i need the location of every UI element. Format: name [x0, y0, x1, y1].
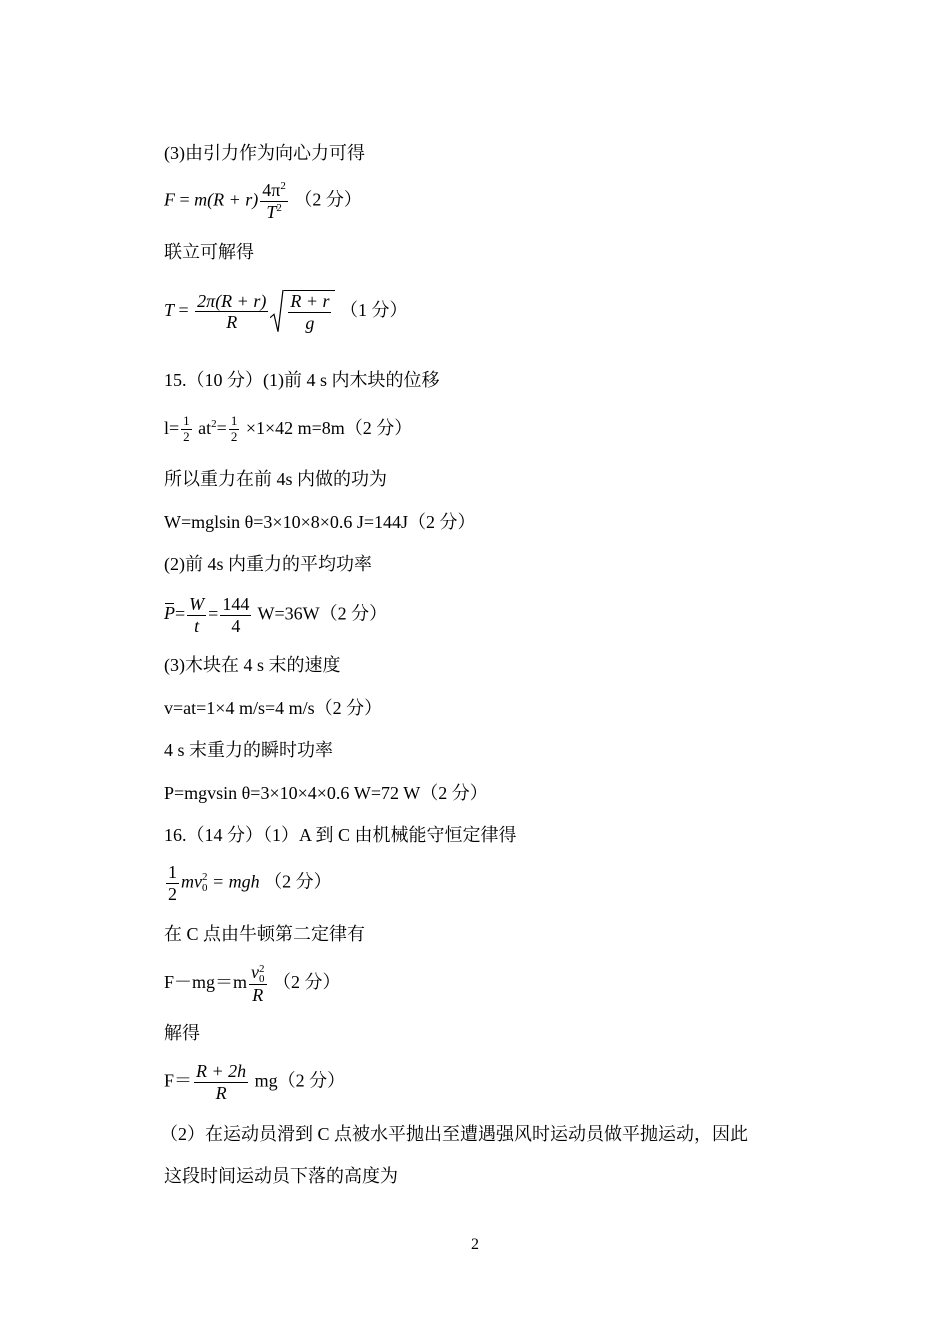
line-instant-power-value: P=mgvsin θ=3×10×4×0.6 W=72 W（2 分） — [164, 783, 488, 803]
eq-e-half — [166, 862, 179, 904]
eq-f-den: T — [266, 201, 277, 222]
line-instant-power-intro: 4 s 末重力的瞬时功率 — [164, 740, 334, 760]
equation-average-power — [164, 594, 387, 636]
eq-l-half — [181, 414, 192, 445]
eq-p-eq: = — [175, 603, 186, 624]
line-q16-header: 16.（14 分）（1）A 到 C 由机械能守恒定律得 — [164, 825, 517, 845]
page-number: 2 — [471, 1236, 479, 1253]
eq-p-frac1 — [187, 594, 206, 636]
equation-energy — [164, 862, 332, 904]
line-newton-intro: 在 C 点由牛顿第二定律有 — [164, 924, 366, 944]
eq-l-half2-num: 1 — [230, 413, 238, 429]
eq-f-eq: = — [175, 189, 195, 210]
eq-f-m: m — [194, 189, 208, 210]
eq-fr-frac — [194, 1061, 248, 1103]
eq-f-num: 4π — [262, 180, 281, 200]
eq-f-num-exp: 2 — [280, 180, 286, 192]
eq-f-den-exp: 2 — [276, 201, 282, 214]
eq-p-tail: W=36W（2 分） — [253, 603, 388, 624]
eq-l-pre: l= — [164, 418, 180, 438]
equation-period — [164, 290, 407, 333]
sqrt-radical-icon — [270, 290, 284, 333]
eq-t-eq: = — [174, 299, 194, 320]
eq-f-paren: (R + r) — [207, 189, 259, 210]
eq-p-frac2 — [220, 594, 251, 636]
eq-n-num: v — [251, 962, 260, 982]
eq-n-frac — [249, 962, 267, 1006]
eq-e-den: 2 — [168, 883, 177, 904]
line-average-power-intro: (2)前 4s 内重力的平均功率 — [164, 554, 372, 574]
eq-l-half2 — [229, 414, 240, 445]
eq-p-eq2: = — [208, 603, 219, 624]
eq-t-lhs: T — [164, 299, 175, 320]
eq-fr-den: R — [215, 1082, 227, 1103]
eq-t-den: R — [226, 312, 238, 333]
equation-force — [164, 180, 362, 222]
eq-l-tail: ×1×42 m=8m（2 分） — [241, 418, 413, 438]
eq-l-eq2: = — [216, 418, 227, 438]
line-gravity-centripetal: (3)由引力作为向心力可得 — [164, 143, 365, 163]
eq-fr-pre: F＝ — [164, 1070, 193, 1091]
eq-t-num: 2π(R + r) — [197, 290, 267, 311]
eq-l-half-num: 1 — [183, 413, 190, 429]
eq-e-rhs: = mgh — [207, 871, 260, 892]
eq-e-sup: 2 — [202, 871, 208, 884]
eq-l-mid: at — [193, 418, 212, 438]
line-part2-height: 这段时间运动员下落的高度为 — [164, 1166, 398, 1186]
line-q15-header: 15.（10 分）(1)前 4 s 内木块的位移 — [164, 370, 440, 390]
eq-n-num-sup: 2 — [259, 962, 265, 975]
eq-t-fraction — [195, 291, 268, 333]
eq-e-num: 1 — [168, 862, 177, 882]
line-part2-intro: （2）在运动员滑到 C 点被水平抛出至遭遇强风时运动员做平抛运动，因此 — [160, 1124, 749, 1144]
eq-t-rad-fraction — [288, 291, 331, 333]
eq-t-rad-num: R + r — [290, 291, 330, 311]
eq-fr-tail: mg（2 分） — [250, 1070, 346, 1091]
eq-n-score: （2 分） — [273, 971, 341, 992]
eq-e-score: （2 分） — [264, 871, 332, 892]
line-velocity-value: v=at=1×4 m/s=4 m/s（2 分） — [164, 698, 383, 718]
eq-l-mid-exp: 2 — [211, 418, 217, 430]
eq-t-sqrt — [270, 290, 335, 333]
equation-force-result — [164, 1061, 345, 1103]
eq-n-pre: F－mg＝m — [164, 971, 248, 992]
eq-t-rad-den: g — [305, 312, 315, 333]
eq-p-num1: W — [189, 594, 205, 614]
eq-l-half2-den: 2 — [230, 429, 238, 445]
eq-e-sub: 0 — [202, 882, 208, 895]
line-velocity-intro: (3)木块在 4 s 末的速度 — [164, 655, 341, 675]
eq-t-score: （1 分） — [339, 299, 408, 320]
equation-displacement — [164, 412, 412, 445]
eq-f-score: （2 分） — [294, 189, 362, 210]
eq-p-lhs: P — [164, 603, 175, 624]
eq-p-den1: t — [194, 615, 200, 636]
eq-p-num2: 144 — [222, 594, 250, 614]
eq-p-den2: 4 — [231, 615, 241, 636]
line-work-intro: 所以重力在前 4s 内做的功为 — [164, 469, 388, 489]
line-combine-solve: 联立可解得 — [164, 242, 254, 262]
eq-n-num-sub: 0 — [259, 972, 265, 985]
line-solve: 解得 — [164, 1023, 200, 1043]
eq-e-body: mv — [181, 871, 202, 892]
eq-fr-num: R + 2h — [196, 1061, 247, 1081]
eq-n-den: R — [252, 984, 264, 1005]
eq-l-half-den: 2 — [183, 429, 190, 445]
line-work-value: W=mglsin θ=3×10×8×0.6 J=144J（2 分） — [164, 512, 476, 532]
equation-newton — [164, 962, 341, 1006]
eq-f-fraction — [260, 180, 288, 222]
eq-f-lhs: F — [164, 189, 175, 210]
